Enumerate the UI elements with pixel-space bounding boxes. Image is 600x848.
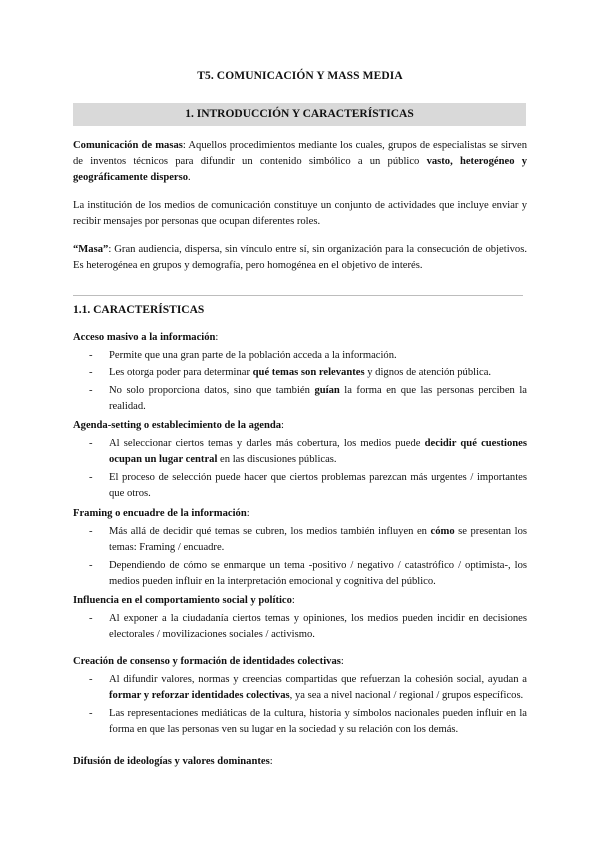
list-item: - El proceso de selección puede hacer que ciertos problemas parezcan más urgentes / importantes que otros. [89, 471, 527, 499]
list-item: - Al exponer a la ciudadanía ciertos temas y opiniones, los medios pueden incidir en decisiones electorales / movilizaciones sociales / activismo. [89, 613, 527, 641]
list-item: - Las representaciones mediáticas de la cultura, historia y símbolos nacionales pueden influir en la forma en que las personas ven su lugar en la sociedad y su relación con los demás. [89, 707, 527, 735]
list-item: - Les otorga poder para determinar qué temas son relevantes y dignos de atención pública. [73, 365, 527, 381]
term-mass-communication: Comunicación de masas [73, 140, 183, 151]
bullet-list [73, 436, 527, 502]
list-item: - Dependiendo de cómo se enmarque un tema -positivo / negativo / catastrófico / optimista-, los medios pueden influir en la interpretación emocional y cognitiva del público. [89, 559, 527, 587]
characteristic-block [73, 754, 527, 770]
characteristic-title: Acceso masivo a la información: [73, 332, 219, 343]
list-item: - Permite que una gran parte de la población acceda a la información. [73, 348, 527, 364]
mass-communication-definition [73, 138, 527, 187]
characteristic-title: Creación de consenso y formación de identidades colectivas: [73, 656, 344, 667]
term-masa: “Masa” [73, 244, 109, 255]
section-heading: 1. INTRODUCCIÓN Y CARACTERÍSTICAS [73, 103, 526, 126]
dash-bullet-icon: - [89, 559, 93, 571]
dash-bullet-icon: - [89, 674, 93, 686]
list-item: - No solo proporciona datos, sino que también guían la forma en que las personas perciben la realidad. [89, 384, 528, 412]
definition-bold-end: vasto, heterogéneo y geográficamente disperso [73, 156, 527, 184]
characteristic-title: Difusión de ideologías y valores dominantes: [73, 756, 273, 767]
bullet-list [73, 524, 527, 590]
list-item: - Más allá de decidir qué temas se cubren, los medios también influyen en cómo se presentan los temas: Framing / encuadre. [89, 526, 527, 554]
document-title: T5. COMUNICACIÓN Y MASS MEDIA [197, 70, 403, 82]
bullet-list [73, 348, 527, 415]
characteristic-block [73, 418, 527, 503]
definition-text: : Aquellos procedimientos mediante los cuales, grupos de especialistas se sirven de inventos técnicos para difundir un contenido simbólico a un público [73, 140, 527, 168]
dash-bullet-icon: - [89, 367, 93, 379]
characteristic-title: Agenda-setting o establecimiento de la agenda: [73, 420, 284, 431]
characteristic-block [73, 330, 527, 416]
bullet-list [73, 611, 527, 643]
dash-bullet-icon: - [89, 384, 93, 396]
definition-end: . [188, 172, 191, 184]
dash-bullet-icon: - [89, 438, 93, 450]
subsection-title: 1.1. CARACTERÍSTICAS [73, 304, 205, 316]
characteristic-block [73, 506, 527, 591]
dash-bullet-icon: - [89, 471, 93, 483]
mass-definition-text: : Gran audiencia, dispersa, sin vínculo entre sí, sin organización para la consecución de objetivos. Es heterogénea en grupos y demografía, pero homogénea en el objetivo de interés. [73, 244, 527, 272]
section-divider [73, 295, 523, 296]
dash-bullet-icon: - [89, 350, 93, 362]
media-institution-paragraph: La institución de los medios de comunicación constituye un conjunto de actividades que incluye enviar y recibir mensajes por personas que ocupan diferentes roles. [73, 200, 527, 228]
characteristic-block [73, 593, 527, 645]
dash-bullet-icon: - [89, 707, 93, 719]
characteristic-block [73, 654, 527, 739]
bullet-list [73, 672, 527, 738]
dash-bullet-icon: - [89, 613, 93, 625]
characteristic-title: Influencia en el comportamiento social y político: [73, 595, 295, 606]
dash-bullet-icon: - [89, 526, 93, 538]
list-item: - Al seleccionar ciertos temas y darles más cobertura, los medios puede decidir qué cuestiones ocupan un lugar central en las discusiones públicas. [89, 438, 527, 466]
list-item: - Al difundir valores, normas y creencias compartidas que refuerzan la cohesión social, ayudan a formar y reforzar identidades colectivas, ya sea a nivel nacional / regional / grupos específicos. [89, 674, 527, 702]
characteristic-title: Framing o encuadre de la información: [73, 508, 250, 519]
mass-definition [73, 242, 527, 274]
